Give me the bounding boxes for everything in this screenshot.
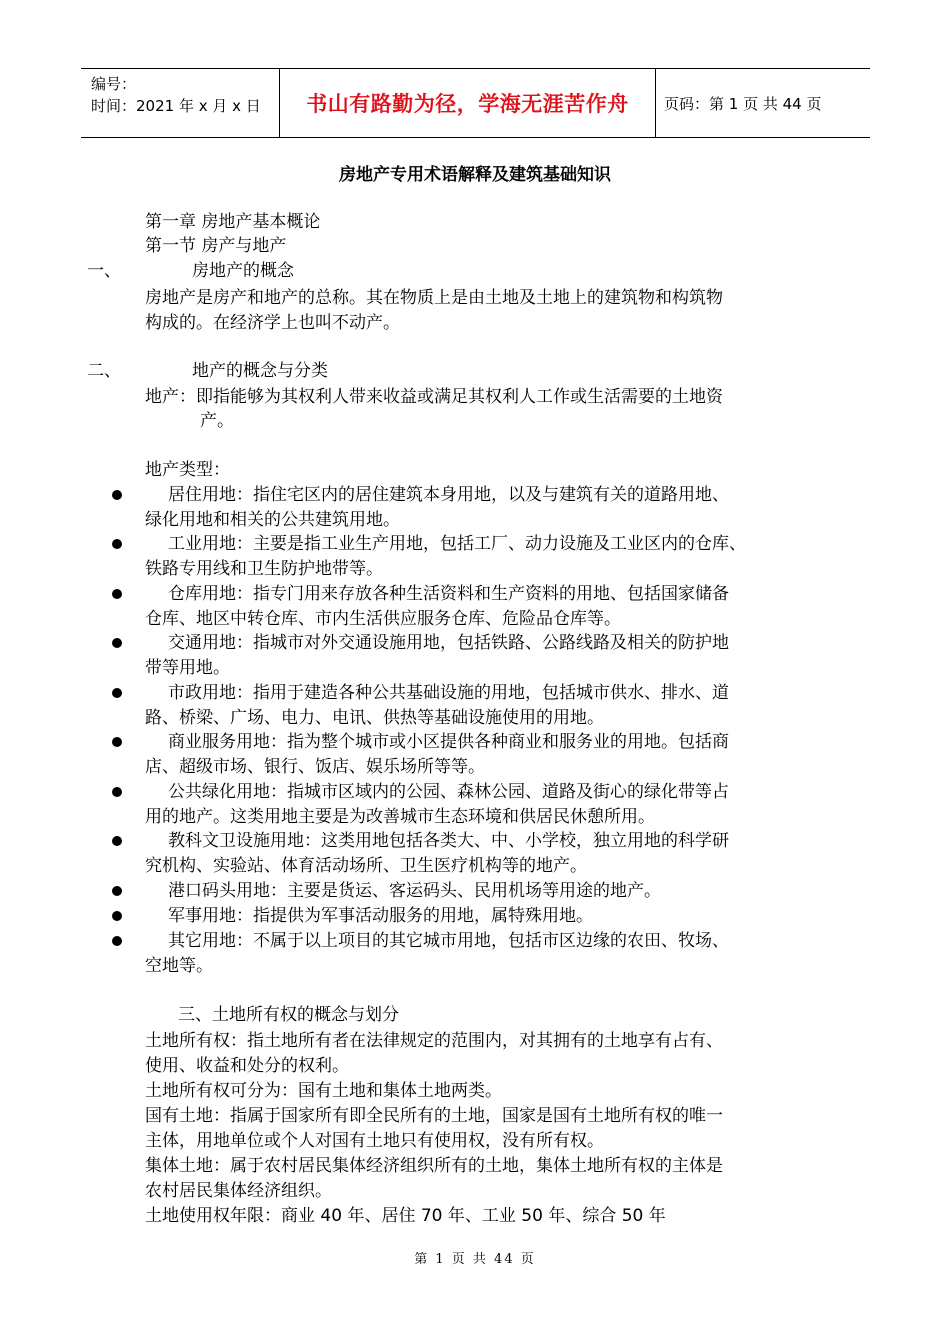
chapter-heading: 第一章 房地产基本概论 [145, 212, 321, 232]
header-meta [81, 69, 280, 137]
list-item-line: 公共绿化用地：指城市区域内的公园、森林公园、道路及街心的绿化带等占 [168, 782, 729, 802]
s3-paragraph-line: 农村居民集体经济组织。 [145, 1181, 332, 1201]
bullet-icon [112, 787, 122, 797]
page-header [81, 68, 870, 138]
list-item-line: 店、超级市场、银行、饭店、娱乐场所等等。 [145, 757, 485, 777]
list-item-line: 市政用地：指用于建造各种公共基础设施的用地，包括城市供水、排水、道 [168, 683, 729, 703]
document-title: 房地产专用术语解释及建筑基础知识 [339, 165, 611, 185]
s3-paragraph-line: 土地所有权可分为：国有土地和集体土地两类。 [145, 1081, 502, 1101]
s1-paragraph-line: 构成的。在经济学上也叫不动产。 [145, 313, 400, 333]
header-page-info: 页码：第 1 页 共 44 页 [664, 94, 822, 113]
list-item-line: 空地等。 [145, 956, 213, 976]
list-item-line: 铁路专用线和卫生防护地带等。 [145, 559, 383, 579]
s2-definition-line: 产。 [200, 411, 234, 431]
s3-paragraph-line: 土地使用权年限：商业 40 年、居住 70 年、工业 50 年、综合 50 年 [145, 1206, 666, 1226]
s3-paragraph-line: 主体，用地单位或个人对国有土地只有使用权，没有所有权。 [145, 1131, 604, 1151]
header-page-cell [656, 69, 870, 137]
list-item-line: 路、桥梁、广场、电力、电讯、供热等基础设施使用的用地。 [145, 708, 604, 728]
bullet-icon [112, 911, 122, 921]
s2-heading: 地产的概念与分类 [192, 361, 328, 381]
header-motto: 书山有路勤为径，学海无涯苦作舟 [306, 92, 629, 116]
s3-paragraph-line: 国有土地：指属于国家所有即全民所有的土地，国家是国有土地所有权的唯一 [145, 1106, 723, 1126]
s1-heading: 房地产的概念 [192, 261, 294, 281]
list-item-line: 带等用地。 [145, 658, 230, 678]
s3-paragraph-line: 使用、收益和处分的权利。 [145, 1056, 349, 1076]
s2-number: 二、 [87, 361, 121, 381]
list-item-line: 仓库用地：指专门用来存放各种生活资料和生产资料的用地、包括国家储备 [168, 584, 729, 604]
s2-definition-line: 地产：即指能够为其权利人带来收益或满足其权利人工作或生活需要的土地资 [145, 387, 723, 407]
doc-time-label: 时间：2021 年 x 月 x 日 [91, 97, 261, 115]
s3-paragraph-line: 土地所有权：指土地所有者在法律规定的范围内，对其拥有的土地享有占有、 [145, 1031, 723, 1051]
list-item-line: 究机构、实验站、体育活动场所、卫生医疗机构等的地产。 [145, 856, 587, 876]
bullet-icon [112, 886, 122, 896]
list-item-line: 商业服务用地：指为整个城市或小区提供各种商业和服务业的用地。包括商 [168, 732, 729, 752]
list-item-line: 交通用地：指城市对外交通设施用地，包括铁路、公路线路及相关的防护地 [168, 633, 729, 653]
bullet-icon [112, 638, 122, 648]
s1-paragraph-line: 房地产是房产和地产的总称。其在物质上是由土地及土地上的建筑物和构筑物 [145, 288, 723, 308]
header-motto-cell [280, 69, 656, 137]
bullet-icon [112, 490, 122, 500]
bullet-icon [112, 936, 122, 946]
land-types-label: 地产类型： [145, 460, 230, 480]
section-heading: 第一节 房产与地产 [145, 236, 287, 256]
bullet-icon [112, 539, 122, 549]
s3-heading: 三、土地所有权的概念与划分 [178, 1005, 399, 1025]
list-item-line: 教科文卫设施用地：这类用地包括各类大、中、小学校，独立用地的科学研 [168, 831, 729, 851]
page-footer: 第 1 页 共 44 页 [414, 1252, 536, 1267]
bullet-icon [112, 737, 122, 747]
s3-paragraph-line: 集体土地：属于农村居民集体经济组织所有的土地，集体土地所有权的主体是 [145, 1156, 723, 1176]
list-item-line: 军事用地：指提供为军事活动服务的用地，属特殊用地。 [168, 906, 593, 926]
list-item-line: 绿化用地和相关的公共建筑用地。 [145, 510, 400, 530]
list-item-line: 其它用地：不属于以上项目的其它城市用地，包括市区边缘的农田、牧场、 [168, 931, 729, 951]
bullet-icon [112, 688, 122, 698]
doc-number-label: 编号： [91, 75, 137, 93]
list-item-line: 仓库、地区中转仓库、市内生活供应服务仓库、危险品仓库等。 [145, 609, 621, 629]
list-item-line: 用的地产。这类用地主要是为改善城市生态环境和供居民休憩所用。 [145, 807, 655, 827]
list-item-line: 工业用地：主要是指工业生产用地，包括工厂、动力设施及工业区内的仓库、 [168, 534, 746, 554]
bullet-icon [112, 589, 122, 599]
bullet-icon [112, 836, 122, 846]
list-item-line: 港口码头用地：主要是货运、客运码头、民用机场等用途的地产。 [168, 881, 661, 901]
list-item-line: 居住用地：指住宅区内的居住建筑本身用地，以及与建筑有关的道路用地、 [168, 485, 729, 505]
s1-number: 一、 [87, 261, 121, 281]
